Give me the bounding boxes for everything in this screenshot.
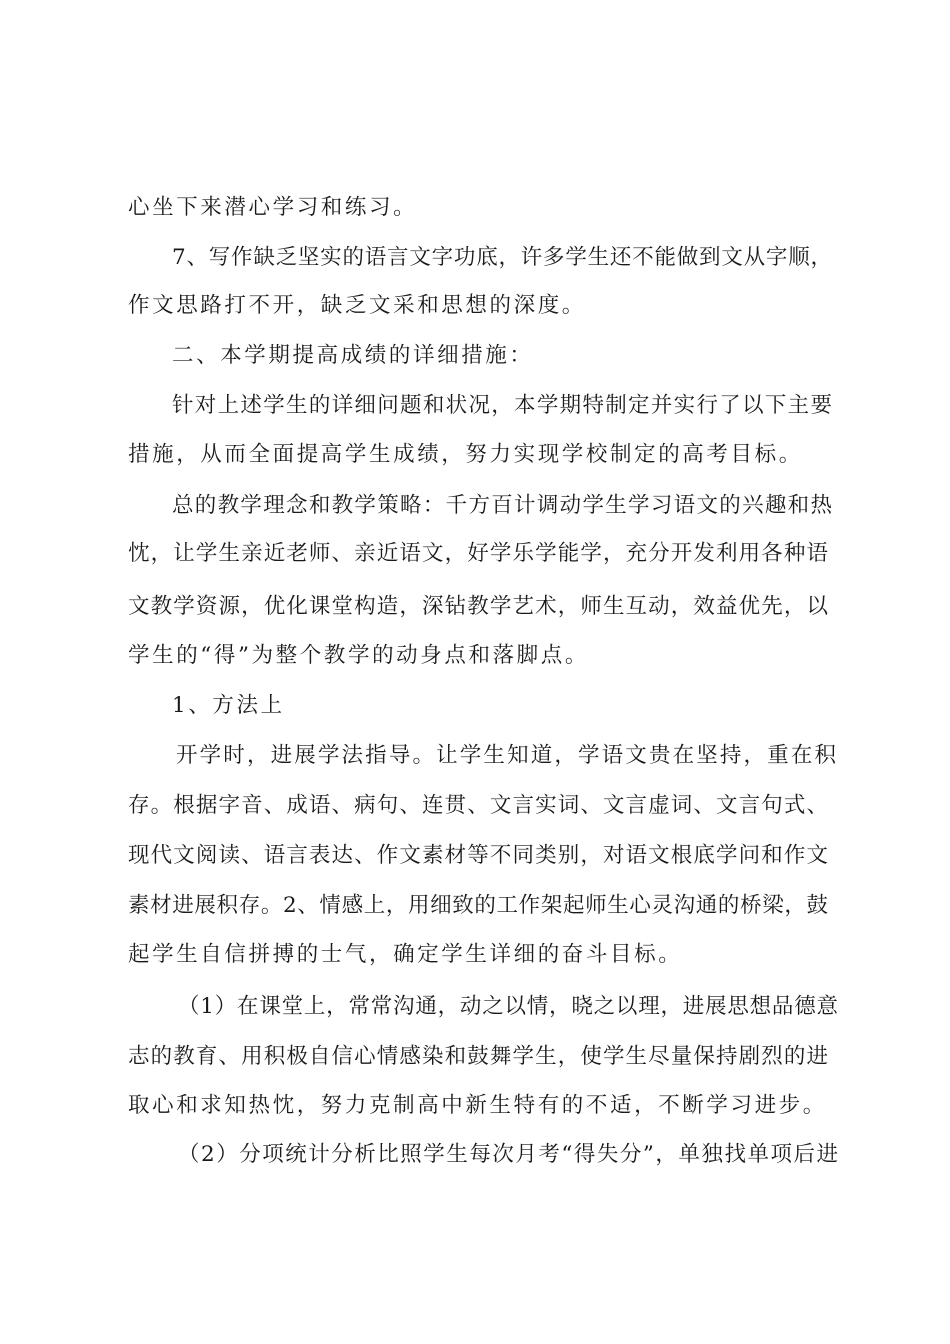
paragraph-line: 存。根据字音、成语、病句、连贯、文言实词、文言虚词、文言句式、 <box>128 793 828 818</box>
paragraph-line: 针对上述学生的详细问题和状况，本学期特制定并实行了以下主要 <box>172 393 832 418</box>
paragraph-line: （2）分项统计分析比照学生每次月考“得失分”，单独找单项后进 <box>178 1142 838 1167</box>
section-heading: 1、方法上 <box>172 693 285 718</box>
paragraph-line: 文教学资源，优化课堂构造，深钻教学艺术，师生互动，效益优先，以 <box>128 594 828 619</box>
paragraph-line: 总的教学理念和教学策略：千方百计调动学生学习语文的兴趣和热 <box>172 493 832 518</box>
section-heading: 二、本学期提高成绩的详细措施： <box>172 343 534 368</box>
paragraph-line: 素材进展积存。2、情感上，用细致的工作架起师生心灵沟通的桥梁，鼓 <box>128 893 828 918</box>
paragraph-line: 措施，从而全面提高学生成绩，努力实现学校制定的高考目标。 <box>128 442 803 467</box>
paragraph-line: 7、写作缺乏坚实的语言文字功底，许多学生还不能做到文从字顺， <box>172 245 832 270</box>
paragraph-line: 学生的“得”为整个教学的动身点和落脚点。 <box>128 643 589 668</box>
paragraph-line: 开学时，进展学法指导。让学生知道，学语文贵在坚持，重在积 <box>176 743 836 768</box>
paragraph-line: 作文思路打不开，缺乏文采和思想的深度。 <box>128 293 586 318</box>
paragraph-line: 取心和求知热忱，努力克制高中新生特有的不适，不断学习进步。 <box>128 1093 827 1118</box>
paragraph-line: （1）在课堂上，常常沟通，动之以情，晓之以理，进展思想品德意 <box>178 994 838 1019</box>
paragraph-line: 现代文阅读、语言表达、作文素材等不同类别，对语文根底学问和作文 <box>128 843 828 868</box>
paragraph-line: 起学生自信拼搏的士气，确定学生详细的奋斗目标。 <box>128 942 683 967</box>
paragraph-line: 心坐下来潜心学习和练习。 <box>128 195 418 220</box>
paragraph-line: 志的教育、用积极自信心情感染和鼓舞学生，使学生尽量保持剧烈的进 <box>128 1044 828 1069</box>
paragraph-line: 忱，让学生亲近老师、亲近语文，好学乐学能学，充分开发利用各种语 <box>128 541 828 566</box>
